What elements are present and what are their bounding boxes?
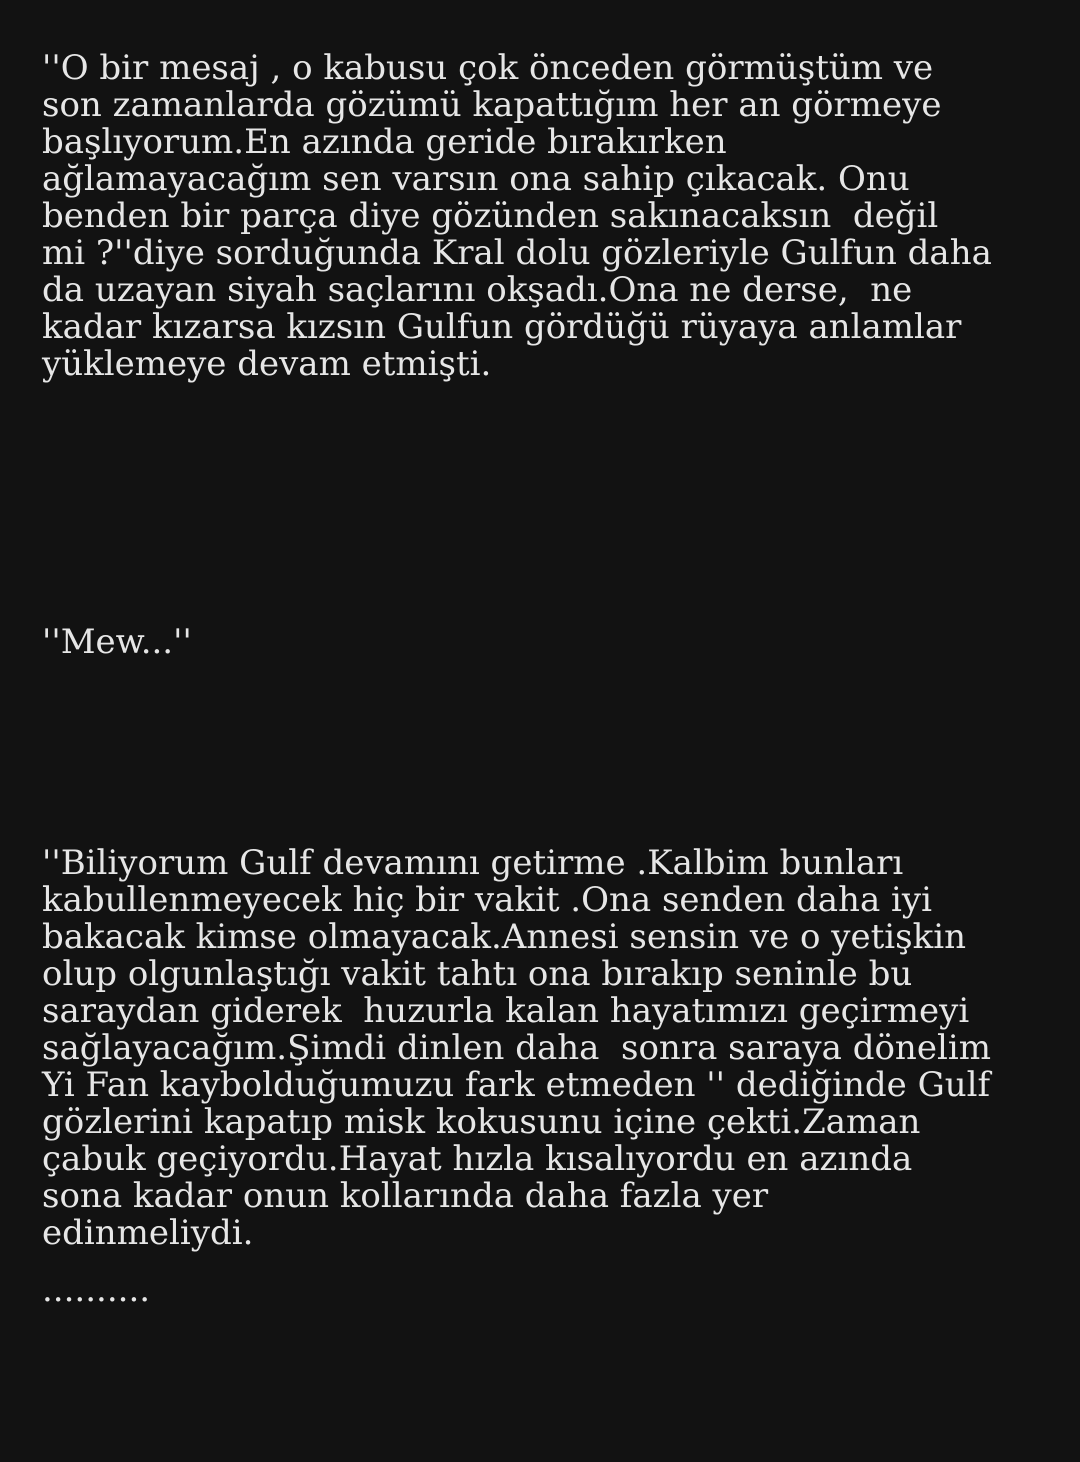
text-line: ''O bir mesaj , o kabusu çok önceden görmüştüm ve	[42, 48, 934, 88]
text-line: sağlayacağım.Şimdi dinlen daha sonra saraya dönelim	[42, 1028, 991, 1068]
text-line: son zamanlarda gözümü kapattığım her an görmeye	[42, 85, 942, 125]
text-line: ''Biliyorum Gulf devamını getirme .Kalbim bunları	[42, 843, 904, 883]
paragraph-dialogue-nightmare	[42, 50, 992, 383]
text-line: yüklemeye devam etmişti.	[42, 344, 492, 384]
paragraph-mew	[42, 624, 192, 661]
text-line: Yi Fan kaybolduğumuzu fark etmeden '' dediğinde Gulf	[42, 1065, 991, 1105]
text-line: olup olgunlaştığı vakit tahtı ona bırakıp seninle bu	[42, 954, 913, 994]
text-line: çabuk geçiyordu.Hayat hızla kısalıyordu en azında	[42, 1139, 913, 1179]
text-line: sona kadar onun kollarında daha fazla yer	[42, 1176, 769, 1216]
text-line: saraydan giderek huzurla kalan hayatımızı geçirmeyi	[42, 991, 970, 1031]
paragraph-dialogue-reply	[42, 845, 991, 1252]
text-line: başlıyorum.En azında geride bırakırken	[42, 122, 727, 162]
text-line: ''Mew...''	[42, 622, 192, 662]
text-line: benden bir parça diye gözünden sakınacaksın değil	[42, 196, 939, 236]
text-line: edinmeliydi.	[42, 1213, 254, 1253]
text-line: ağlamayacağım sen varsın ona sahip çıkacak. Onu	[42, 159, 910, 199]
text-line: ..........	[42, 1270, 151, 1310]
text-line: kabullenmeyecek hiç bir vakit .Ona senden daha iyi	[42, 880, 932, 920]
text-line: kadar kızarsa kızsın Gulfun gördüğü rüyaya anlamlar	[42, 307, 962, 347]
text-line: gözlerini kapatıp misk kokusunu içine çekti.Zaman	[42, 1102, 921, 1142]
text-line: bakacak kimse olmayacak.Annesi sensin ve o yetişkin	[42, 917, 966, 957]
text-line: mi ?''diye sorduğunda Kral dolu gözleriyle Gulfun daha	[42, 233, 992, 273]
scene-break-ellipsis	[42, 1272, 150, 1309]
text-line: da uzayan siyah saçlarını okşadı.Ona ne derse, ne	[42, 270, 913, 310]
